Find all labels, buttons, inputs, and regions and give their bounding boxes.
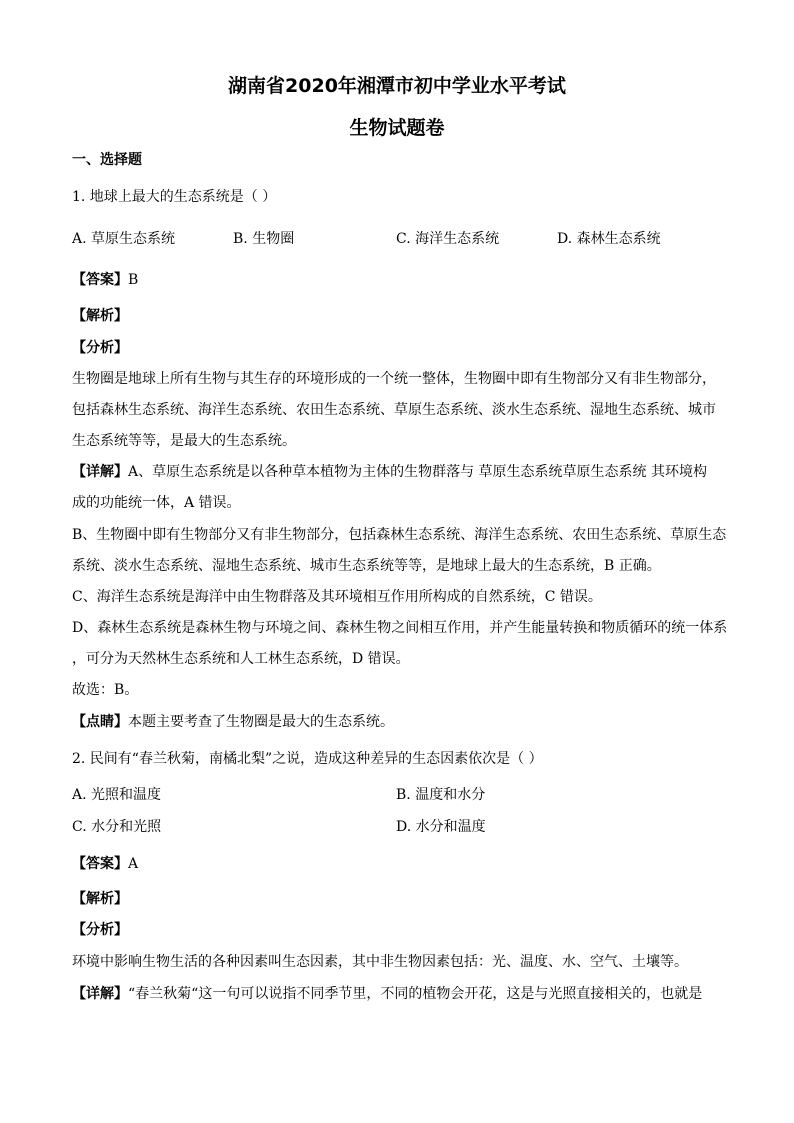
q1-option-c: C. 海洋生态系统 bbox=[396, 231, 500, 247]
q2-analysis-tag: 【解析】 bbox=[72, 891, 128, 907]
q2-fenxi-tag: 【分析】 bbox=[72, 922, 128, 938]
q1-xiangjie-line: 成的功能统一体，A 错误。 bbox=[72, 495, 241, 511]
q1-dianjing bbox=[72, 713, 394, 731]
xiangjie-text: A、草原生态系统是以各种草本植物为主体的生物群落与 草原生态系统草原生态系统 其环境构 bbox=[128, 464, 708, 480]
q1-fenxi-line: 生物圈是地球上所有生物与其生存的环境形成的一个统一整体，生物圈中即有生物部分又有非生物部分， bbox=[72, 371, 716, 387]
q1-stem: 1. 地球上最大的生态系统是（ ） bbox=[72, 189, 277, 205]
q1-xiangjie-line: C、海洋生态系统是海洋中由生物群落及其环境相互作用所构成的自然系统，C 错误。 bbox=[72, 589, 602, 605]
q1-option-a: A. 草原生态系统 bbox=[72, 231, 176, 247]
q2-option-a: A. 光照和温度 bbox=[72, 787, 162, 803]
xiangjie-tag: 【详解】 bbox=[72, 986, 128, 1002]
answer-value: A bbox=[128, 856, 139, 872]
q1-xiangjie-line: 故选：B。 bbox=[72, 682, 139, 698]
q2-option-c: C. 水分和光照 bbox=[72, 819, 162, 835]
q1-option-b: B. 生物圈 bbox=[233, 231, 295, 247]
q1-answer bbox=[72, 271, 138, 289]
q1-fenxi-line: 生态系统等等，是最大的生态系统。 bbox=[72, 433, 296, 449]
q1-xiangjie-line: B、生物圈中即有生物部分又有非生物部分，包括森林生态系统、海洋生态系统、农田生态系统、草原生态 bbox=[72, 527, 727, 543]
q1-xiangjie-line: D、森林生态系统是森林生物与环境之间、森林生物之间相互作用，并产生能量转换和物质循环的统一体系 bbox=[72, 620, 728, 636]
q1-xiangjie-line bbox=[72, 463, 707, 481]
q1-xiangjie-line: 系统、淡水生态系统、湿地生态系统、城市生态系统等等，是地球上最大的生态系统，B 正确。 bbox=[72, 558, 661, 574]
q1-analysis-tag: 【解析】 bbox=[72, 308, 128, 324]
xiangjie-text: “春兰秋菊“这一句可以说指不同季节里，不同的植物会开花，这是与光照直接相关的，也就是 bbox=[128, 986, 703, 1002]
dianjing-tag: 【点睛】 bbox=[72, 714, 128, 730]
q1-option-d: D. 森林生态系统 bbox=[557, 231, 661, 247]
answer-tag: 【答案】 bbox=[72, 272, 128, 288]
q2-option-b: B. 温度和水分 bbox=[396, 787, 486, 803]
q2-option-d: D. 水分和温度 bbox=[396, 819, 486, 835]
dianjing-text: 本题主要考查了生物圈是最大的生态系统。 bbox=[128, 714, 394, 730]
q2-stem: 2. 民间有“春兰秋菊，南橘北梨”之说，造成这种差异的生态因素依次是（ ） bbox=[72, 751, 543, 767]
exam-subtitle: 生物试题卷 bbox=[349, 117, 445, 139]
q2-answer bbox=[72, 855, 138, 873]
q1-fenxi-tag: 【分析】 bbox=[72, 340, 128, 356]
q2-xiangjie-line bbox=[72, 985, 702, 1003]
section-heading: 一、选择题 bbox=[72, 152, 142, 168]
q1-fenxi-line: 包括森林生态系统、海洋生态系统、农田生态系统、草原生态系统、淡水生态系统、湿地生态系统、城市 bbox=[72, 402, 716, 418]
q1-xiangjie-line: ，可分为天然林生态系统和人工林生态系统，D 错误。 bbox=[72, 651, 410, 667]
answer-value: B bbox=[128, 272, 139, 288]
exam-title: 湖南省2020年湘潭市初中学业水平考试 bbox=[228, 75, 566, 97]
xiangjie-tag: 【详解】 bbox=[72, 464, 128, 480]
q2-fenxi-line: 环境中影响生物生活的各种因素叫生态因素，其中非生物因素包括：光、温度、水、空气、土壤等。 bbox=[72, 954, 688, 970]
answer-tag: 【答案】 bbox=[72, 856, 128, 872]
